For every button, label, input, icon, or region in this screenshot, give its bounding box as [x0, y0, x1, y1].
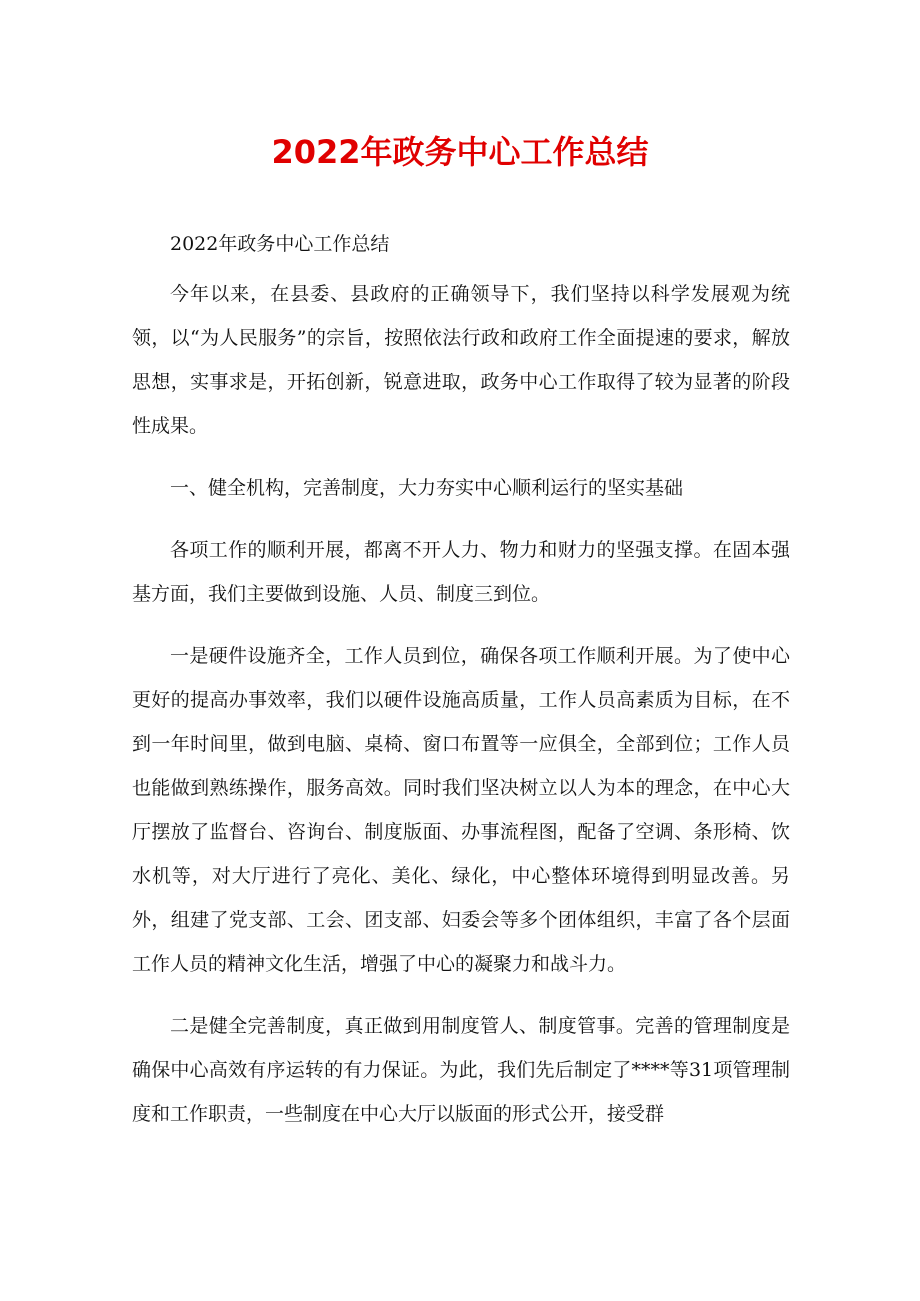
intro-paragraph: 今年以来，在县委、县政府的正确领导下，我们坚持以科学发展观为统领，以“为人民服务”的宗旨，按照依法行政和政府工作全面提速的要求，解放思想，实事求是，开拓创新，锐意进取，政务中心工作取得了较为显著的阶段性成果。	[132, 283, 790, 437]
subtitle-paragraph: 2022年政务中心工作总结	[170, 233, 390, 255]
document-title: 2022年政务中心工作总结	[271, 133, 649, 171]
section-heading-1: 一、健全机构，完善制度，大力夯实中心顺利运行的坚实基础	[170, 477, 684, 499]
body-paragraph-2: 一是硬件设施齐全，工作人员到位，确保各项工作顺利开展。为了使中心更好的提高办事效率，我们以硬件设施高质量，工作人员高素质为目标，在不到一年时间里，做到电脑、桌椅、窗口布置等一应俱全，全部到位；工作人员也能做到熟练操作，服务高效。同时我们坚决树立以人为本的理念，在中心大厅摆放了监督台、咨询台、制度版面、办事流程图，配备了空调、条形椅、饮水机等，对大厅进行了亮化、美化、绿化，中心整体环境得到明显改善。另外，组建了党支部、工会、团支部、妇委会等多个团体组织，丰富了各个层面工作人员的精神文化生活，增强了中心的凝聚力和战斗力。	[132, 645, 790, 975]
document-body	[132, 222, 790, 1154]
body-paragraph-1: 各项工作的顺利开展，都离不开人力、物力和财力的坚强支撑。在固本强基方面，我们主要做到设施、人员、制度三到位。	[132, 539, 790, 605]
body-paragraph-3: 二是健全完善制度，真正做到用制度管人、制度管事。完善的管理制度是确保中心高效有序运转的有力保证。为此，我们先后制定了****等31项管理制度和工作职责，一些制度在中心大厅以版面的形式公开，接受群	[132, 1015, 790, 1125]
